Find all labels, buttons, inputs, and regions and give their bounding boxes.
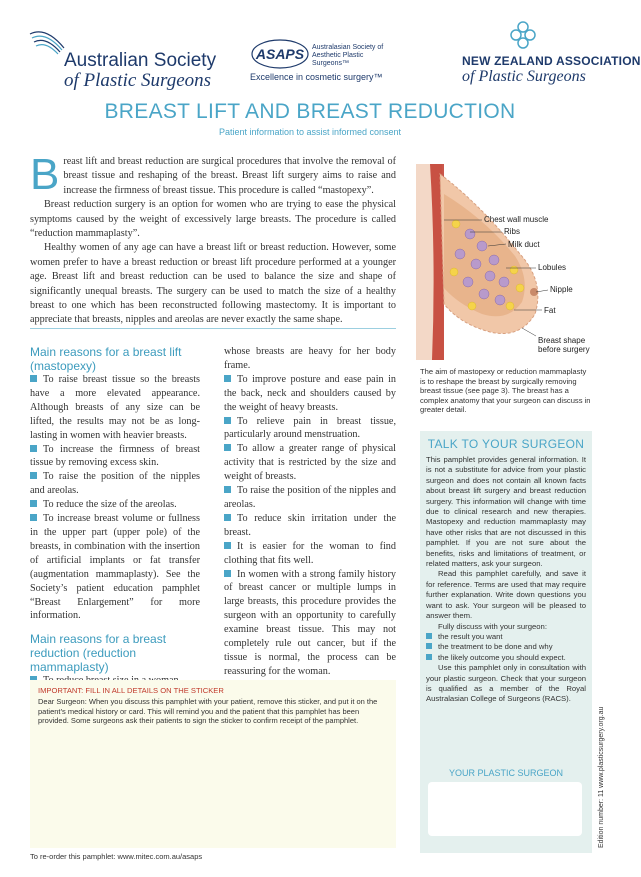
- label-lobules: Lobules: [538, 263, 567, 272]
- bullet-square-icon: [30, 514, 37, 521]
- reduction-item-6: To reduce skin irritation under the breast.: [224, 512, 396, 538]
- asaps-mark-text: ASAPS: [255, 46, 305, 62]
- surgeon-details-field[interactable]: [428, 782, 582, 836]
- breast-anatomy-diagram: [410, 164, 600, 360]
- bullet-square-icon: [224, 486, 231, 493]
- label-milk-duct: Milk duct: [508, 240, 540, 249]
- reduction-item-7: It is easier for the woman to find clothing that fits well.: [224, 540, 396, 566]
- discuss-list: [426, 632, 586, 663]
- bullet-square-icon: [30, 500, 37, 507]
- diagram-caption: The aim of mastopexy or reduction mammaplasty is to reshape the breast by surgically removing breast tissue (see page 3). The breast has a complex anatomy that your surgeon can discuss in greater detail.: [420, 367, 591, 415]
- reduction-heading: Main reasons for a breast reduction (reduction mammaplasty): [30, 632, 167, 675]
- reduction-item-1-continued: whose breasts are heavy for her body frame.: [224, 346, 396, 371]
- sticker-instructions: Dear Surgeon: When you discuss this pamphlet with your patient, remove this sticker, and put it on the patient’s medical history or card. This will remind you and the patient that this pamphlet has been provided. Some surgeons ask their patients to sign the sticker to confirm receipt of the pamphlet.: [38, 697, 378, 726]
- your-surgeon-label: YOUR PLASTIC SURGEON: [448, 768, 564, 778]
- intro-section: [30, 150, 396, 328]
- lift-item-1: To raise breast tissue so the breasts have a more elevated appearance. Although breasts of any size can be lifted, the results may not be as long-lasting in women with heavier breasts.: [30, 374, 200, 441]
- list-item: the treatment to be done and why: [426, 642, 586, 652]
- label-breast-shape: Breast shape before surgery: [538, 336, 590, 354]
- bullet-square-icon: [224, 514, 231, 521]
- nz-logo-line2: of Plastic Surgeons: [462, 68, 586, 85]
- talk-paragraph-3: Fully discuss with your surgeon:: [438, 621, 547, 631]
- list-item: the likely outcome you should expect.: [426, 653, 586, 663]
- page-title: BREAST LIFT AND BREAST REDUCTION: [104, 100, 516, 123]
- bullet-square-icon: [224, 375, 231, 382]
- bullet-square-icon: [426, 643, 432, 649]
- page-subtitle: Patient information to assist informed consent: [218, 127, 402, 137]
- aus-society-logo: [28, 26, 218, 91]
- wing-icon: [28, 26, 68, 56]
- bullet-square-icon: [426, 654, 432, 660]
- label-ribs: Ribs: [504, 227, 521, 236]
- drop-cap: B: [30, 150, 60, 199]
- section-divider: [30, 328, 396, 329]
- asaps-logo: [250, 38, 385, 84]
- asaps-mark-icon: [250, 38, 310, 70]
- bullet-square-icon: [30, 472, 37, 479]
- lift-item-3: To raise the position of the nipples and areolas.: [30, 471, 200, 497]
- intro-paragraph-2: Breast reduction surgery is an option for women who are trying to ease the physical symptoms caused by the weight of excessively large breasts. The procedure is called “reduction mammaplasty”.: [30, 199, 396, 240]
- label-chest-wall-muscle: Chest wall muscle: [484, 215, 549, 224]
- talk-paragraph-1: This pamphlet provides general information. It is not a substitute for advice from your plastic surgeon and does not contain all known facts about breast lift surgery and breast reduction surgery. This information will change with time due to clinical research and new therapies. Mastopexy and reduction mammaplasty may have other risks that are not discussed in this pamphlet. If you are not sure about the benefits, risks and limitations of treatment, or related matters, ask your surgeon.: [426, 455, 586, 569]
- column-left: [30, 345, 200, 688]
- bullet-square-icon: [224, 570, 231, 577]
- reorder-note: To re-order this pamphlet: www.mitec.com.au/asaps: [30, 852, 203, 861]
- edition-vertical-text: Edition number: 11 www.plasticsurgery.org.au: [598, 706, 605, 848]
- reduction-item-2: To improve posture and ease pain in the back, neck and shoulders caused by the weight of heavy breasts.: [224, 373, 396, 413]
- lift-heading: Main reasons for a breast lift (mastopexy): [30, 345, 182, 373]
- bullet-square-icon: [224, 444, 231, 451]
- talk-paragraph-2: Read this pamphlet carefully, and save it for reference. Terms are used that may require further explanation. Write down questions you want to ask. Your surgeon will be pleased to answer them.: [426, 569, 586, 621]
- nz-association-logo: [452, 18, 641, 90]
- talk-paragraph-4: Use this pamphlet only in consultation with your plastic surgeon. Check that your surgeon is qualified as a member of the Royal Australasian College of Surgeons (RACS).: [426, 663, 586, 704]
- reduction-item-8: In women with a strong family history of breast cancer or multiple lumps in large breasts, this procedure provides the surgeon with an opportunity to carefully examine breast tissue. This may not completely rule out cancer, but if the tissue is normal, the process can be reassuring for the woman.: [224, 568, 396, 677]
- intro-paragraph-3: Healthy women of any age can have a breast lift or breast reduction. However, some women prefer to have a breast reduction or breast lift procedure performed at a younger age. Breast lift and breast reduction can be used to balance the size and shape of significantly unequal breasts. The surgery can be used to match the size of a healthy breast to one which has been reconstructed following mastectomy. It is important to appreciate that breasts, nipples and areolas are never exactly the same shape.: [30, 242, 396, 326]
- reduction-item-5: To raise the position of the nipples and areolas.: [224, 485, 396, 510]
- talk-body: [426, 455, 586, 705]
- asaps-tagline: Excellence in cosmetic surgery™: [250, 72, 383, 82]
- lift-item-2: To increase the firmness of breast tissue by removing excess skin.: [30, 443, 200, 469]
- bullet-square-icon: [426, 633, 432, 639]
- intro-paragraph-1: [30, 150, 396, 199]
- list-item: the result you want: [426, 632, 586, 642]
- intro-p1-text: reast lift and breast reduction are surgical procedures that involve the removal of breast tissue and reshaping of the breast. Breast lift surgery aims to raise and increase the firmness of breast tissue. This procedure is called “mastopexy”.: [63, 156, 396, 196]
- nz-logo-line1: NEW ZEALAND ASSOCIATION: [462, 54, 641, 68]
- bullet-square-icon: [30, 375, 37, 382]
- asaps-name: Australasian Society of Aesthetic Plastic Surgeons™: [312, 44, 384, 67]
- lift-item-4: To reduce the size of the areolas.: [30, 498, 200, 512]
- bullet-square-icon: [224, 542, 231, 549]
- breast-anatomy-illustration: [410, 164, 600, 360]
- lift-item-5: To increase breast volume or fullness in the upper part (upper pole) of the breasts, in combination with the insertion of artificial implants or fat transfer (augmentation mammaplasty). See the Society’s patient education pamphlet “Breast Enlargement” for more information.: [30, 513, 200, 622]
- bullet-square-icon: [224, 417, 231, 424]
- bullet-square-icon: [30, 445, 37, 452]
- talk-title: TALK TO YOUR SURGEON: [427, 437, 585, 451]
- reduction-item-4: To allow a greater range of physical activity that is restricted by the size and weight of breasts.: [224, 443, 396, 483]
- reduction-item-3: To relieve pain in breast tissue, particularly around menstruation.: [224, 415, 396, 441]
- sticker-title: IMPORTANT: FILL IN ALL DETAILS ON THE STICKER: [38, 686, 224, 695]
- label-fat: Fat: [544, 306, 556, 315]
- column-middle: [224, 345, 396, 679]
- aus-logo-line1: Australian Society: [64, 50, 217, 71]
- label-nipple: Nipple: [550, 285, 573, 294]
- knot-icon: [508, 20, 538, 50]
- aus-logo-line2: of Plastic Surgeons: [64, 70, 212, 91]
